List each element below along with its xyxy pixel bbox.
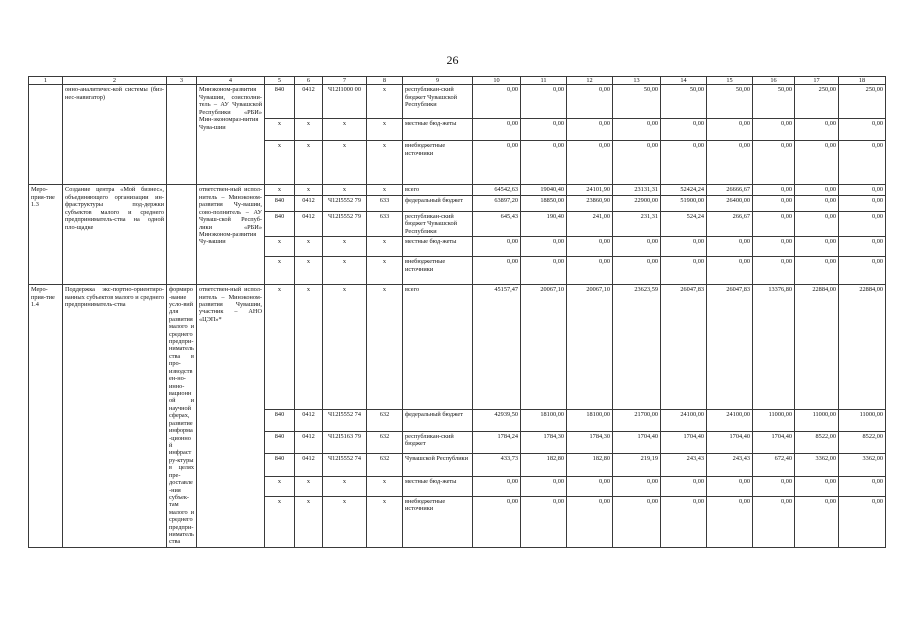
amount-value: 1704,40 (661, 432, 707, 454)
amount-value: 0,00 (753, 476, 795, 496)
amount-value: 0,00 (521, 476, 567, 496)
column-number: 2 (63, 77, 167, 85)
amount-value: 0,00 (795, 257, 839, 285)
column-number: 10 (473, 77, 521, 85)
expense-type: 632 (367, 454, 403, 476)
amount-value: 645,43 (473, 211, 521, 236)
responsible-executor: ответствен-ный испол-нитель – Минэконом-развития Чу-вашии, сово-полнитель – АУ Чуваш-ской Респуб-лики «РБИ» Минэконом-развития Чу-вашии (197, 185, 265, 285)
table-row (29, 185, 886, 195)
amount-value: 0,00 (613, 141, 661, 185)
section-code: 0412 (295, 432, 323, 454)
amount-value: 182,80 (567, 454, 613, 476)
amount-value: 23623,59 (613, 285, 661, 410)
section-code: 0412 (295, 85, 323, 119)
expense-type: x (367, 85, 403, 119)
amount-value: 0,00 (613, 476, 661, 496)
amount-value: 0,00 (521, 141, 567, 185)
grbs-code: x (265, 185, 295, 195)
amount-value: 22884,00 (839, 285, 886, 410)
target-article: Ч12I5552 79 (323, 211, 367, 236)
amount-value: 0,00 (707, 237, 753, 257)
section-code: x (295, 185, 323, 195)
section-code: x (295, 257, 323, 285)
amount-value: 0,00 (661, 257, 707, 285)
amount-value: 0,00 (473, 237, 521, 257)
amount-value: 524,24 (661, 211, 707, 236)
amount-value: 0,00 (839, 195, 886, 211)
expense-type: x (367, 185, 403, 195)
amount-value: 0,00 (661, 141, 707, 185)
amount-value: 0,00 (661, 496, 707, 547)
amount-value: 64542,63 (473, 185, 521, 195)
amount-value: 8522,00 (839, 432, 886, 454)
amount-value: 243,43 (707, 454, 753, 476)
funding-source: Чувашской Республики (403, 454, 473, 476)
target-article: x (323, 185, 367, 195)
amount-value: 0,00 (613, 257, 661, 285)
amount-value: 0,00 (839, 476, 886, 496)
column-number: 8 (367, 77, 403, 85)
amount-value: 0,00 (753, 195, 795, 211)
amount-value: 0,00 (473, 476, 521, 496)
amount-value: 18100,00 (521, 409, 567, 431)
amount-value: 26666,67 (707, 185, 753, 195)
amount-value: 243,43 (661, 454, 707, 476)
amount-value: 0,00 (567, 141, 613, 185)
column-number: 5 (265, 77, 295, 85)
amount-value: 182,80 (521, 454, 567, 476)
event-purpose: формиро-вание усло-вий для развития малого и среднего предпри-нимательства в про-изводствен-но-инно-вационной и научной сферах, развитие информа-ционной инфрастру-ктуры в целях пре-доставле-ния субъек-там малого и среднего предпри-нимательства (167, 285, 197, 548)
column-number: 17 (795, 77, 839, 85)
amount-value: 13376,80 (753, 285, 795, 410)
amount-value: 0,00 (567, 119, 613, 141)
target-article: Ч12I1000 00 (323, 85, 367, 119)
column-number: 4 (197, 77, 265, 85)
amount-value: 50,00 (753, 85, 795, 119)
section-code: x (295, 141, 323, 185)
event-number: Меро-прия-тие 1.3 (29, 185, 63, 285)
amount-value: 1704,40 (753, 432, 795, 454)
expense-type: 632 (367, 432, 403, 454)
amount-value: 0,00 (795, 211, 839, 236)
amount-value: 0,00 (707, 476, 753, 496)
grbs-code: x (265, 257, 295, 285)
amount-value: 3362,00 (839, 454, 886, 476)
grbs-code: 840 (265, 211, 295, 236)
amount-value: 0,00 (753, 211, 795, 236)
funding-source: республикан-ский бюджет Чувашской Республики (403, 211, 473, 236)
amount-value: 0,00 (521, 119, 567, 141)
amount-value: 0,00 (795, 195, 839, 211)
amount-value: 0,00 (613, 119, 661, 141)
amount-value: 11000,00 (753, 409, 795, 431)
column-number: 14 (661, 77, 707, 85)
grbs-code: x (265, 119, 295, 141)
amount-value: 0,00 (567, 476, 613, 496)
column-number: 9 (403, 77, 473, 85)
event-name: онно-аналитичес-кой системы (биз-нес-навигатор) (63, 85, 167, 185)
grbs-code: x (265, 476, 295, 496)
funding-source: всего (403, 285, 473, 410)
section-code: x (295, 476, 323, 496)
funding-source: внебюджетные источники (403, 141, 473, 185)
amount-value: 0,00 (661, 476, 707, 496)
amount-value: 24101,90 (567, 185, 613, 195)
amount-value: 219,19 (613, 454, 661, 476)
responsible-executor: Минэконом-развития Чувашии, соисполни-тель – АУ Чувашской Республики «РБИ» Мин-экономраз-вития Чува-шии (197, 85, 265, 185)
target-article: x (323, 285, 367, 410)
amount-value: 26047,83 (661, 285, 707, 410)
funding-source: федеральный бюджет (403, 409, 473, 431)
event-number: Меро-прия-тие 1.4 (29, 285, 63, 548)
amount-value: 50,00 (613, 85, 661, 119)
amount-value: 45157,47 (473, 285, 521, 410)
amount-value: 0,00 (521, 85, 567, 119)
target-article: x (323, 237, 367, 257)
expense-type: 633 (367, 211, 403, 236)
amount-value: 3362,00 (795, 454, 839, 476)
amount-value: 1784,30 (521, 432, 567, 454)
target-article: Ч12I5163 79 (323, 432, 367, 454)
amount-value: 0,00 (613, 237, 661, 257)
amount-value: 1704,40 (613, 432, 661, 454)
amount-value: 24100,00 (661, 409, 707, 431)
grbs-code: 840 (265, 195, 295, 211)
amount-value: 241,00 (567, 211, 613, 236)
amount-value: 50,00 (661, 85, 707, 119)
amount-value: 0,00 (839, 185, 886, 195)
amount-value: 0,00 (753, 496, 795, 547)
amount-value: 0,00 (839, 496, 886, 547)
amount-value: 0,00 (839, 141, 886, 185)
expense-type: x (367, 257, 403, 285)
amount-value: 1784,24 (473, 432, 521, 454)
amount-value: 231,31 (613, 211, 661, 236)
amount-value: 0,00 (707, 141, 753, 185)
funding-source: внебюджетные источники (403, 496, 473, 547)
amount-value: 0,00 (473, 85, 521, 119)
amount-value: 0,00 (567, 85, 613, 119)
grbs-code: 840 (265, 454, 295, 476)
target-article: x (323, 476, 367, 496)
amount-value: 0,00 (753, 119, 795, 141)
expense-type: x (367, 237, 403, 257)
column-number: 1 (29, 77, 63, 85)
grbs-code: x (265, 285, 295, 410)
column-number: 3 (167, 77, 197, 85)
expense-type: x (367, 141, 403, 185)
amount-value: 190,40 (521, 211, 567, 236)
amount-value: 672,40 (753, 454, 795, 476)
event-purpose (167, 85, 197, 185)
table-row (29, 285, 886, 410)
amount-value: 0,00 (795, 141, 839, 185)
amount-value: 18100,00 (567, 409, 613, 431)
column-number-row (29, 77, 886, 85)
expense-type: 633 (367, 195, 403, 211)
amount-value: 21700,00 (613, 409, 661, 431)
column-number: 12 (567, 77, 613, 85)
amount-value: 0,00 (521, 496, 567, 547)
amount-value: 20067,10 (521, 285, 567, 410)
amount-value: 22900,00 (613, 195, 661, 211)
amount-value: 0,00 (661, 119, 707, 141)
amount-value: 63897,20 (473, 195, 521, 211)
amount-value: 0,00 (707, 496, 753, 547)
amount-value: 22884,00 (795, 285, 839, 410)
column-number: 6 (295, 77, 323, 85)
column-number: 7 (323, 77, 367, 85)
amount-value: 433,73 (473, 454, 521, 476)
section-code: 0412 (295, 195, 323, 211)
amount-value: 0,00 (753, 185, 795, 195)
table-row (29, 85, 886, 119)
amount-value: 1784,30 (567, 432, 613, 454)
column-number: 16 (753, 77, 795, 85)
column-number: 18 (839, 77, 886, 85)
funding-source: местные бюд-жеты (403, 237, 473, 257)
grbs-code: 840 (265, 85, 295, 119)
funding-source: федеральный бюджет (403, 195, 473, 211)
section-code: 0412 (295, 409, 323, 431)
amount-value: 266,67 (707, 211, 753, 236)
amount-value: 20067,10 (567, 285, 613, 410)
section-code: x (295, 119, 323, 141)
amount-value: 0,00 (753, 237, 795, 257)
amount-value: 0,00 (473, 496, 521, 547)
amount-value: 0,00 (839, 119, 886, 141)
column-number: 11 (521, 77, 567, 85)
event-name: Создание центра «Мой бизнес», объединяющего организации ин-фраструктуры под-держки субъектов малого и среднего предприниматель-ства на одной пло-щадке (63, 185, 167, 285)
amount-value: 0,00 (795, 185, 839, 195)
expense-type: 632 (367, 409, 403, 431)
amount-value: 0,00 (473, 257, 521, 285)
amount-value: 50,00 (707, 85, 753, 119)
amount-value: 0,00 (707, 257, 753, 285)
amount-value: 0,00 (839, 237, 886, 257)
amount-value: 0,00 (795, 119, 839, 141)
funding-source: местные бюд-жеты (403, 476, 473, 496)
amount-value: 0,00 (567, 237, 613, 257)
section-code: 0412 (295, 454, 323, 476)
target-article: Ч12I5552 79 (323, 195, 367, 211)
amount-value: 250,00 (795, 85, 839, 119)
grbs-code: x (265, 496, 295, 547)
amount-value: 0,00 (795, 476, 839, 496)
amount-value: 11000,00 (795, 409, 839, 431)
amount-value: 0,00 (839, 257, 886, 285)
amount-value: 0,00 (521, 257, 567, 285)
grbs-code: x (265, 141, 295, 185)
section-code: x (295, 285, 323, 410)
amount-value: 24100,00 (707, 409, 753, 431)
budget-table (28, 76, 886, 548)
amount-value: 26400,00 (707, 195, 753, 211)
amount-value: 0,00 (753, 257, 795, 285)
amount-value: 18850,00 (521, 195, 567, 211)
amount-value: 0,00 (473, 141, 521, 185)
amount-value: 0,00 (567, 257, 613, 285)
page-number: 26 (446, 53, 459, 67)
expense-type: x (367, 476, 403, 496)
amount-value: 0,00 (661, 237, 707, 257)
expense-type: x (367, 119, 403, 141)
amount-value: 8522,00 (795, 432, 839, 454)
funding-source: всего (403, 185, 473, 195)
target-article: x (323, 119, 367, 141)
expense-type: x (367, 285, 403, 410)
section-code: x (295, 237, 323, 257)
grbs-code: x (265, 237, 295, 257)
amount-value: 0,00 (795, 496, 839, 547)
funding-source: внебюджетные источники (403, 257, 473, 285)
column-number: 15 (707, 77, 753, 85)
target-article: x (323, 496, 367, 547)
amount-value: 0,00 (613, 496, 661, 547)
amount-value: 42939,50 (473, 409, 521, 431)
responsible-executor: ответствен-ный испол-нитель – Минэконом-развития Чувашии, участник – АНО «ЦЭП»* (197, 285, 265, 548)
amount-value: 19040,40 (521, 185, 567, 195)
amount-value: 0,00 (521, 237, 567, 257)
amount-value: 26047,83 (707, 285, 753, 410)
amount-value: 0,00 (707, 119, 753, 141)
amount-value: 0,00 (753, 141, 795, 185)
target-article: x (323, 141, 367, 185)
expense-type: x (367, 496, 403, 547)
target-article: Ч12I5552 74 (323, 409, 367, 431)
target-article: Ч12I5552 74 (323, 454, 367, 476)
amount-value: 0,00 (839, 211, 886, 236)
funding-source: местные бюд-жеты (403, 119, 473, 141)
grbs-code: 840 (265, 409, 295, 431)
amount-value: 23860,90 (567, 195, 613, 211)
funding-source: республикан-ский бюджет (403, 432, 473, 454)
section-code: 0412 (295, 211, 323, 236)
amount-value: 52424,24 (661, 185, 707, 195)
grbs-code: 840 (265, 432, 295, 454)
amount-value: 1704,40 (707, 432, 753, 454)
column-number: 13 (613, 77, 661, 85)
event-purpose (167, 185, 197, 285)
amount-value: 0,00 (567, 496, 613, 547)
funding-source: республикан-ский бюджет Чувашской Республики (403, 85, 473, 119)
amount-value: 0,00 (795, 237, 839, 257)
event-number (29, 85, 63, 185)
target-article: x (323, 257, 367, 285)
amount-value: 0,00 (473, 119, 521, 141)
amount-value: 51900,00 (661, 195, 707, 211)
amount-value: 250,00 (839, 85, 886, 119)
amount-value: 23131,31 (613, 185, 661, 195)
amount-value: 11000,00 (839, 409, 886, 431)
event-name: Поддержка экс-портно-ориентиро-ванных субъектов малого и среднего предприниматель-ства (63, 285, 167, 548)
section-code: x (295, 496, 323, 547)
